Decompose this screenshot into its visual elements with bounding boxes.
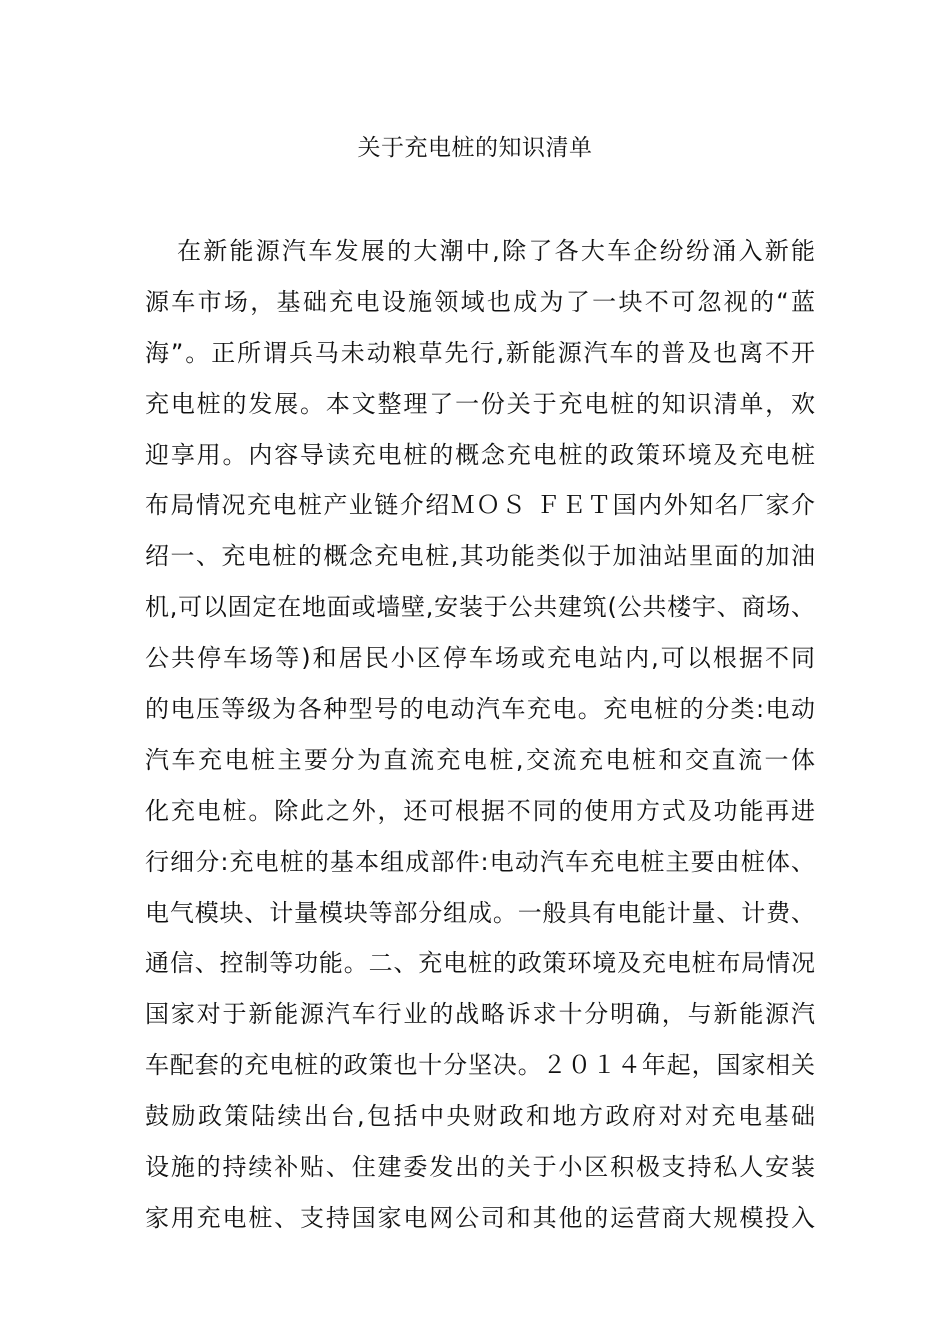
paragraph-line: 在新能源汽车发展的大潮中,除了各大车企纷纷涌入新能 (177, 237, 815, 265)
paragraph-line: 机,可以固定在地面或墙壁,安装于公共建筑(公共楼宇、商场、 (145, 593, 815, 622)
paragraph-line: 家用充电桩、支持国家电网公司和其他的运营商大规模投入 (145, 1203, 815, 1232)
paragraph-line: 汽车充电桩主要分为直流充电桩,交流充电桩和交直流一体 (145, 745, 815, 774)
paragraph-line: 电气模块、计量模块等部分组成。一般具有电能计量、计费、 (145, 898, 815, 927)
paragraph-line: 绍一、充电桩的概念充电桩,其功能类似于加油站里面的加油 (145, 542, 815, 571)
paragraph-line: 设施的持续补贴、住建委发出的关于小区积极支持私人安装 (145, 1153, 815, 1182)
paragraph-line: 通信、控制等功能。二、充电桩的政策环境及充电桩布局情况 (145, 949, 815, 978)
paragraph-line: 国家对于新能源汽车行业的战略诉求十分明确，与新能源汽 (145, 1000, 815, 1029)
paragraph-line: 行细分:充电桩的基本组成部件:电动汽车充电桩主要由桩体、 (145, 847, 815, 876)
paragraph-line: 源车市场，基础充电设施领域也成为了一块不可忽视的“蓝 (145, 287, 815, 316)
document-title: 关于充电桩的知识清单 (357, 135, 593, 161)
paragraph-line: 充电桩的发展。本文整理了一份关于充电桩的知识清单，欢 (145, 389, 815, 418)
paragraph-line: 鼓励政策陆续出台,包括中央财政和地方政府对对充电基础 (145, 1102, 815, 1131)
paragraph-line: 化充电桩。除此之外，还可根据不同的使用方式及功能再进 (145, 796, 815, 825)
paragraph-line: 布局情况充电桩产业链介绍ＭＯＳ ＦＥＴ国内外知名厂家介 (145, 491, 815, 520)
paragraph-line: 海”。正所谓兵马未动粮草先行,新能源汽车的普及也离不开 (145, 338, 815, 367)
paragraph-line: 的电压等级为各种型号的电动汽车充电。充电桩的分类:电动 (145, 695, 815, 724)
paragraph-line: 公共停车场等)和居民小区停车场或充电站内,可以根据不同 (145, 644, 815, 673)
document-body (145, 231, 815, 1249)
paragraph-line: 车配套的充电桩的政策也十分坚决。２０１４年起，国家相关 (145, 1051, 815, 1080)
paragraph-line: 迎享用。内容导读充电桩的概念充电桩的政策环境及充电桩 (145, 440, 815, 469)
